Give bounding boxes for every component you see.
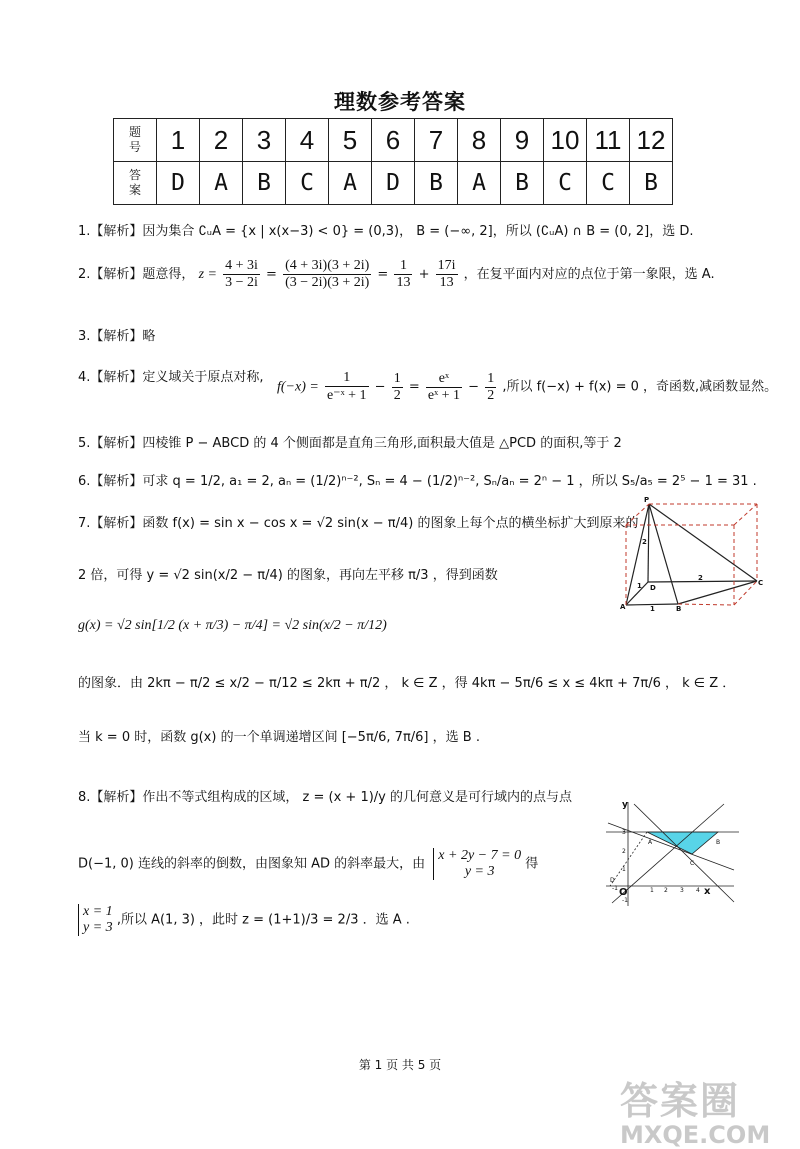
question-number: 7 (415, 119, 458, 162)
svg-text:1: 1 (650, 887, 654, 894)
q1-solution: 1.【解析】因为集合 ∁ᵤA = {x | x(x−3) < 0} = (0,3)， B = (−∞, 2]，所以 (∁ᵤA) ∩ B = (0, 2]，选 D. (78, 224, 694, 239)
label-C: C (690, 860, 695, 867)
q8-solution-line2: D(−1, 0) 连线的斜率的倒数，由图象知 AD 的斜率最大，由 x + 2y − 7 = 0 y = 3 得 (78, 848, 539, 879)
label-D: D (650, 584, 656, 592)
svg-text:2: 2 (642, 538, 647, 546)
answer-letter: C (587, 162, 630, 205)
line-b (634, 804, 734, 902)
q3-solution: 3.【解析】略 (78, 329, 156, 344)
answer-letter: B (630, 162, 673, 205)
feasible-region-figure (604, 798, 744, 910)
svg-text:-1: -1 (622, 897, 628, 904)
svg-text:x: x (704, 886, 711, 897)
q6-solution: 6.【解析】可求 q = 1/2, a₁ = 2, aₙ = (1/2)ⁿ⁻², Sₙ = 4 − (1/2)ⁿ⁻², Sₙ/aₙ = 2ⁿ − 1 ，所以 S₅/a₅ = 2⁵ − 1 = 31 . (78, 474, 757, 489)
label-C: C (758, 579, 764, 587)
question-number: 9 (501, 119, 544, 162)
svg-text:2: 2 (664, 887, 668, 894)
q7-solution-line1: 7.【解析】函数 f(x) = sin x − cos x = √2 sin(x − π/4) 的图象上每个点的横坐标扩大到原来的 (78, 516, 639, 531)
segment-AD (610, 832, 647, 886)
question-number: 5 (329, 119, 372, 162)
system-1: x + 2y − 7 = 0 y = 3 (433, 848, 521, 880)
label-A: A (648, 839, 653, 846)
answer-letter: D (157, 162, 200, 205)
question-number: 10 (544, 119, 587, 162)
question-number: 11 (587, 119, 630, 162)
question-number: 8 (458, 119, 501, 162)
number-row (114, 119, 673, 162)
label-A: A (620, 603, 626, 611)
svg-text:3: 3 (622, 829, 626, 836)
answer-letter: C (286, 162, 329, 205)
page-title: 理数参考答案 (334, 90, 466, 114)
q7-solution-line2: 2 倍，可得 y = √2 sin(x/2 − π/4) 的图象，再向左平移 π/3 ，得到函数 (78, 568, 498, 583)
svg-text:3: 3 (680, 887, 684, 894)
q2-solution: 2.【解析】题意得， z = $\frac{4 + 3i}{3 - 2i}$ = $\frac{(4 + 3i)(3 + 2i)}{(3 - 2i)(3 + 2i)}$ = $\frac{1}{13}$ + $\frac{17i}{13}$ ，在复平面内对应的点位于第一象限，选 A. (78, 258, 715, 290)
answer-letter: A (458, 162, 501, 205)
answer-letter: A (200, 162, 243, 205)
number-row-header: 题号 (114, 119, 157, 162)
q7-solution-line3: g(x) = √2 sin[1/2 (x + π/3) − π/4] = √2 sin(x/2 − π/12) (78, 618, 387, 633)
line-x2y7 (608, 823, 734, 870)
edge-PC (649, 504, 757, 581)
answer-row (114, 162, 673, 205)
svg-text:1: 1 (650, 605, 655, 612)
answer-letter: D (372, 162, 415, 205)
label-B: B (676, 605, 682, 612)
question-number: 6 (372, 119, 415, 162)
edge-PD (648, 504, 649, 582)
watermark: 答案圈 MXQE.COM (620, 1079, 771, 1149)
q5-solution: 5.【解析】四棱锥 P − ABCD 的 4 个侧面都是直角三角形,面积最大值是 △PCD 的面积,等于 2 (78, 436, 622, 451)
q7-solution-line4: 的图象．由 2kπ − π/2 ≤ x/2 − π/12 ≤ 2kπ + π/2 ， k ∈ Z ，得 4kπ − 5π/6 ≤ x ≤ 4kπ + 7π/6 ， k ∈ Z ． (78, 676, 736, 691)
label-D: D (610, 877, 615, 884)
question-number: 4 (286, 119, 329, 162)
answer-letter: A (329, 162, 372, 205)
svg-text:2: 2 (622, 848, 626, 855)
question-number: 1 (157, 119, 200, 162)
question-number: 2 (200, 119, 243, 162)
question-number: 12 (630, 119, 673, 162)
answer-letter: B (415, 162, 458, 205)
q8-solution-line1: 8.【解析】作出不等式组构成的区域， z = (x + 1)/y 的几何意义是可行域内的点与点 (78, 790, 572, 805)
edge-BC (678, 581, 757, 604)
svg-text:1: 1 (622, 866, 626, 873)
page-footer: 第 1 页 共 5 页 (358, 1058, 442, 1072)
q8-solution-line3: x = 1 y = 3 ,所以 A(1, 3) ，此时 z = (1+1)/3 = 2/3 ．选 A . (78, 904, 410, 936)
question-number: 3 (243, 119, 286, 162)
svg-text:O: O (619, 887, 628, 898)
q4-formula: f(−x) = $\frac{1}{\text{e⁻ˣ + 1}}$ − $\frac{1}{2}$ = $\frac{\text{eˣ}}{\text{eˣ + 1}}$ − $\frac{1}{2}$ ,所以 f(−x) + f(x) = 0 ，奇函数,减函数显然。 (277, 370, 778, 403)
svg-text:y: y (622, 800, 628, 810)
answer-row-header: 答案 (114, 162, 157, 205)
svg-text:-1: -1 (612, 885, 618, 892)
answer-letter: B (501, 162, 544, 205)
answer-table (113, 118, 673, 205)
pyramid-figure (618, 492, 768, 612)
system-2: x = 1 y = 3 (78, 904, 113, 936)
answer-letter: C (544, 162, 587, 205)
q4-solution: 4.【解析】定义域关于原点对称, (78, 370, 264, 385)
svg-text:2: 2 (698, 574, 703, 582)
svg-text:1: 1 (637, 582, 642, 590)
q7-solution-line5: 当 k = 0 时，函数 g(x) 的一个单调递增区间 [−5π/6, 7π/6] ，选 B . (78, 730, 480, 745)
label-P: P (644, 496, 650, 504)
label-B: B (716, 839, 721, 846)
answer-letter: B (243, 162, 286, 205)
svg-text:4: 4 (696, 887, 700, 894)
